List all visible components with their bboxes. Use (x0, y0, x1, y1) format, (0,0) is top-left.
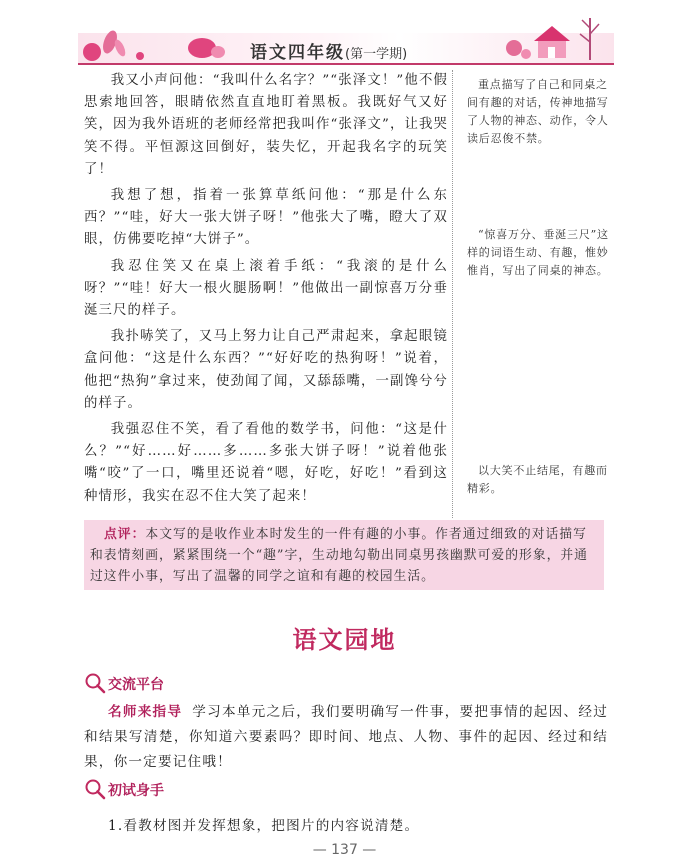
story-paragraph: 我强忍住不笑，看了看他的数学书，问他：“这是什么？”“好……好……多……多张大饼子呀！”说着他张嘴“咬”了一口，嘴里还说着“嗯，好吃，好吃！”看到这种情形，我实在忍不住大笑了起来！ (84, 422, 448, 504)
decorative-house-icon (500, 14, 610, 66)
review-comment-box (84, 520, 604, 590)
subsection-title: 交流平台 (108, 677, 164, 693)
page-header (0, 0, 689, 70)
decorative-flower-icon (80, 24, 230, 66)
comment-text: 本文写的是收作业本时发生的一件有趣的小事。作者通过细致的对话描写和表情刻画，紧紧围绕一个“趣”字，生动地勾勒出同桌男孩幽默可爱的形象，并通过这件小事，写出了温馨的同学之谊和有趣的校园生活。 (90, 527, 588, 584)
margin-note: “惊喜万分、垂涎三尺”这样的词语生动、有趣，惟妙惟肖，写出了同桌的神态。 (467, 228, 609, 277)
story-paragraph: 我想了想，指着一张算草纸问他：“那是什么东西？”“哇，好大一张大饼子呀！”他张大了嘴，瞪大了双眼，仿佛要吃掉“大饼子”。 (84, 188, 448, 248)
teacher-guide-text: 学习本单元之后，我们要明确写一件事，要把事情的起因、经过和结果写清楚，你知道六要素吗？即时间、地点、人物、事件的起因、经过和结果，你一定要记住哦！ (84, 704, 608, 770)
teacher-guide-label: 名师来指导 (108, 704, 183, 720)
exercise-item: 1.看教材图并发挥想象，把图片的内容说清楚。 (108, 818, 420, 834)
page-number: — 137 — (312, 842, 377, 858)
margin-notes (452, 70, 623, 518)
story-paragraph: 我又小声问他：“我叫什么名字？”“张泽文！”他不假思索地回答，眼睛依然直直地盯着黑板。我既好气又好笑，因为我外语班的老师经常把我叫作“张泽文”，让我哭笑不得。平恒源这回倒好，装失忆，开起我名字的玩笑了！ (84, 73, 448, 177)
margin-note: 重点描写了自己和同桌之间有趣的对话，传神地描写了人物的神态、动作，令人读后忍俊不禁。 (467, 78, 609, 145)
comment-label: 点评： (104, 527, 146, 542)
story-paragraph: 我忍住笑又在桌上滚着手纸：“我滚的是什么呀？”“哇！好大一根火腿肠啊！”他做出一副惊喜万分垂涎三尺的样子。 (84, 258, 448, 319)
story-paragraph: 我扑哧笑了，又马上努力让自己严肃起来，拿起眼镜盒问他：“这是什么东西？”“好好吃的热狗呀！”说着，他把“热狗”拿过来，使劲闻了闻，又舔舔嘴，一副馋兮兮的样子。 (84, 329, 448, 411)
header-title: 语文四年级(第一学期) (250, 43, 408, 63)
margin-note: 以大笑不止结尾，有趣而精彩。 (467, 464, 608, 495)
teacher-guide-paragraph (84, 700, 608, 775)
section-title: 语文园地 (292, 625, 397, 654)
magnifier-icon (84, 672, 106, 694)
subsection-title: 初试身手 (108, 783, 164, 799)
story-body (84, 70, 448, 512)
magnifier-icon (84, 778, 106, 800)
